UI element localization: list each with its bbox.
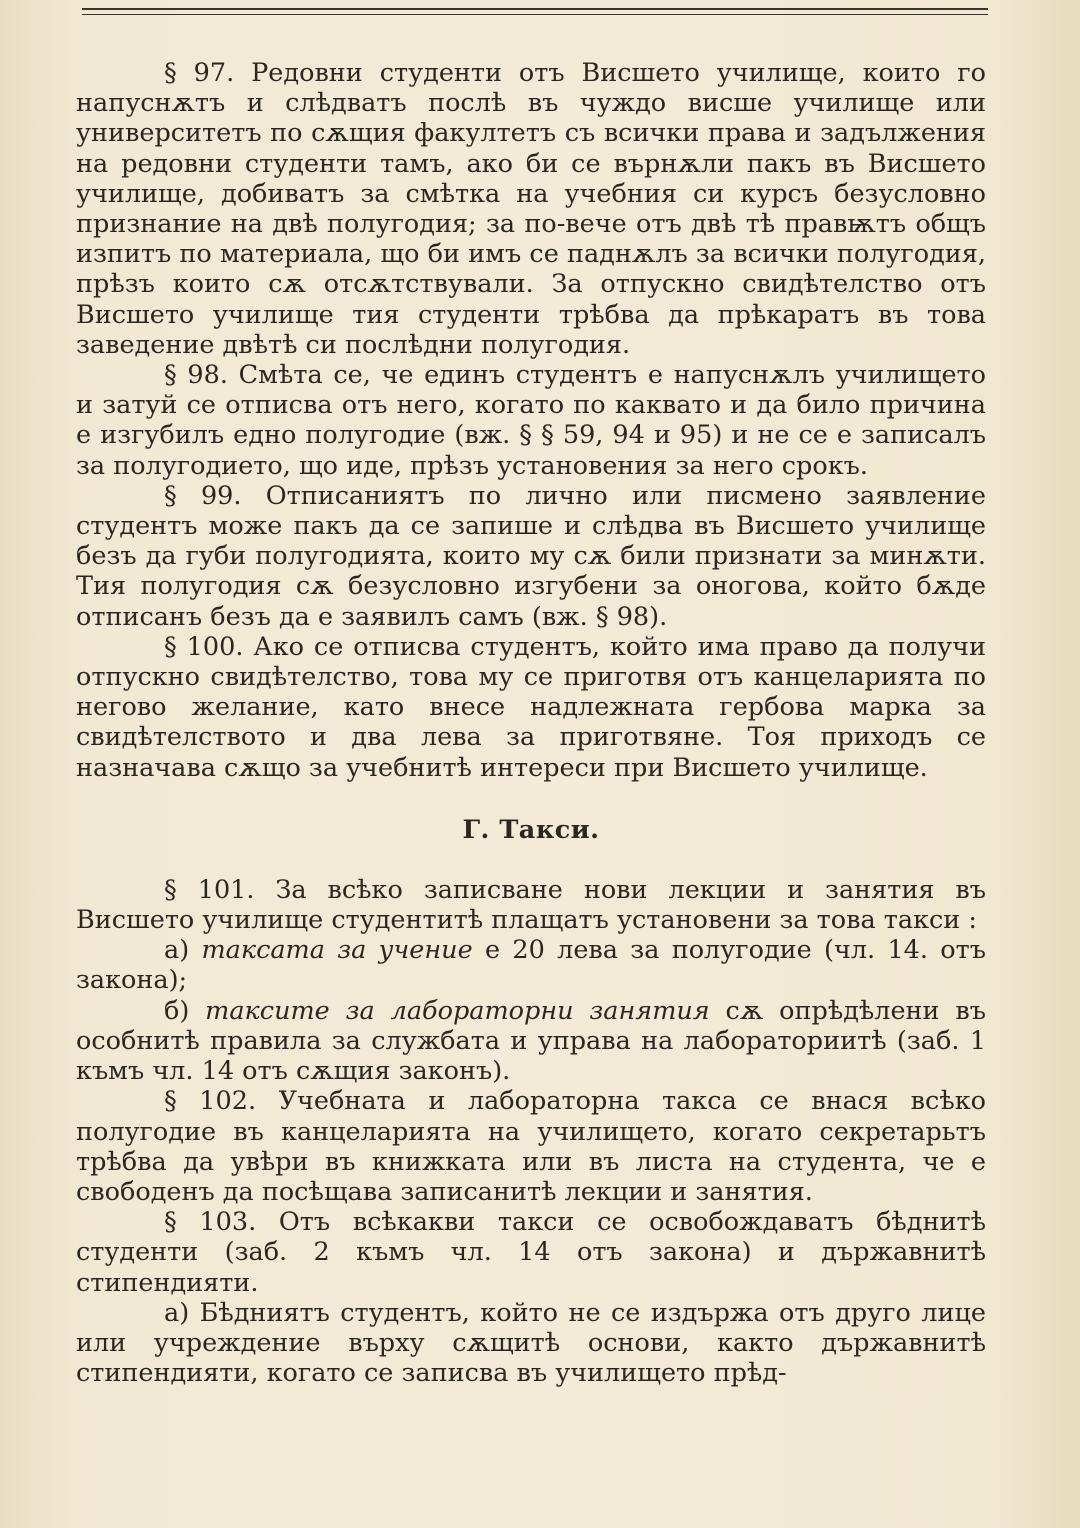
paragraph-100: § 100. Ако се отписва студентъ, който има право да получи отпускно свидѣтелство, това му се приготвя отъ канцеларията по негово желание, като внесе надлежната гербова марка за свидѣтелството и два лева за приготвяне. Тоя приходъ се назначава сѫщо за учебнитѣ интереси при Висшето училище. <box>76 631 986 783</box>
item-a-prefix: а) <box>164 935 202 966</box>
paragraph-103-a: а) Бѣдниятъ студентъ, който не се издържа отъ друго лице или учреждение върху сѫщитѣ основи, както държавнитѣ стипендияти, когато се записва въ училището прѣд- <box>76 1297 986 1389</box>
top-rule <box>82 8 988 10</box>
item-a-term: таксата за учение <box>201 935 473 966</box>
paragraph-97: § 97. Редовни студенти отъ Висшето училище, които го напуснѫтъ и слѣдватъ послѣ въ чуждо висше училище или университетъ по сѫщия факултетъ съ всички права и задължения на редовни студенти тамъ, ако би се върнѫли пакъ въ Висшето училище, добиватъ за смѣтка на учебния си курсъ безусловно признание на двѣ полугодия; за по-вече отъ двѣ тѣ правѭтъ общъ изпитъ по материала, що би имъ се паднѫлъ за всички полугодия, прѣзъ които сѫ отсѫтствували. За отпускно свидѣтелство отъ Висшето училище тия студенти трѣбва да прѣкаратъ въ това заведение двѣтѣ си послѣдни полугодия. <box>76 58 986 360</box>
top-rule-thin <box>82 14 988 15</box>
item-b-prefix: б) <box>164 995 206 1026</box>
paragraph-102: § 102. Учебната и лабораторна такса се внася всѣко полугодие въ канцеларията на училището, когато секретарьтъ трѣбва да увѣри въ книжката или въ листа на студента, че е свободенъ да посѣщава записанитѣ лекции и занятия. <box>76 1086 986 1207</box>
page-text <box>76 58 986 1388</box>
paragraph-103: § 103. Отъ всѣкакви такси се освобождаватъ бѣднитѣ студенти (заб. 2 къмъ чл. 14 отъ закона) и държавнитѣ стипендияти. <box>76 1207 986 1298</box>
section-heading: Г. Такси. <box>462 814 600 845</box>
item-b-text: сѫ опрѣдѣлени въ особнитѣ правила за службата и управа на лабораториитѣ (заб. 1 къмъ чл. 14 отъ сѫщия законъ). <box>76 995 986 1087</box>
paragraph-101: § 101. За всѣко записване нови лекции и занятия въ Висшето училище студентитѣ плащатъ установени за това такси : <box>76 874 986 936</box>
item-b-term: таксите за лабораторни занятия <box>205 995 710 1026</box>
paragraph-101-a <box>76 935 986 995</box>
paragraph-101-b <box>76 996 986 1087</box>
paragraph-98: § 98. Смѣта се, че единъ студентъ е напуснѫлъ училището и затуй се отписва отъ него, когато по каквато и да било причина е изгубилъ едно полугодие (вж. § § 59, 94 и 95) и не се е записалъ за полугодието, що иде, прѣзъ установения за него срокъ. <box>76 360 986 481</box>
item-a-text: е 20 лева за полугодие (чл. 14. отъ закона); <box>76 935 986 996</box>
paragraph-99: § 99. Отписаниятъ по лично или писмено заявление студентъ може пакъ да се запише и слѣдва въ Висшето училище безъ да губи полугодията, които му сѫ били признати за минѫти. Тия полугодия сѫ безусловно изгубени за оногова, който бѫде отписанъ безъ да е заявилъ самъ (вж. § 98). <box>76 480 986 632</box>
